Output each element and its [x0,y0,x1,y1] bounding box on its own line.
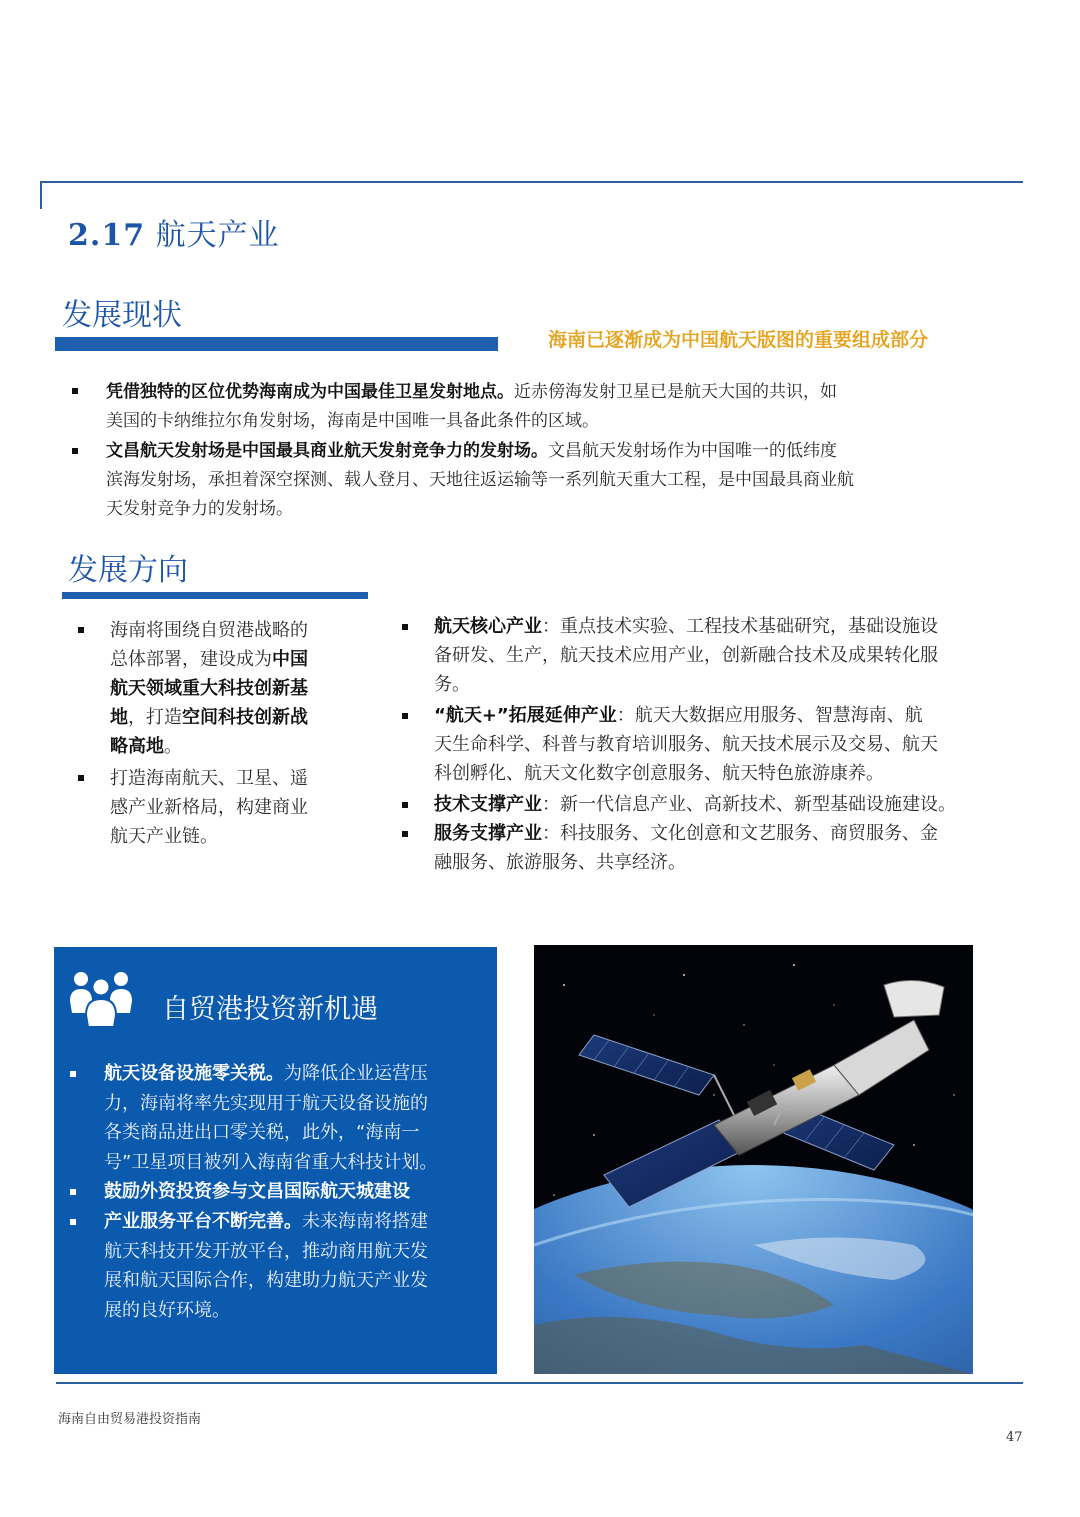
bold-lead: 文昌航天发射场是中国最具商业航天发射竞争力的发射场。 [106,441,548,461]
text: 打造海南航天、卫星、遥 [110,768,308,789]
satellite-photo [534,945,973,1374]
direction-left-bullet-1 [110,616,360,761]
text: 海南将围绕自贸港战略的 [110,620,308,641]
direction-left-bullet-2 [110,764,360,851]
footer-text: 海南自由贸易港投资指南 [58,1412,202,1427]
bold-lead: “航天+”拓展延伸产业 [434,705,617,726]
opportunity-box [54,947,497,1374]
text: 总体部署，建设成为 [110,649,272,670]
text: ：航天大数据应用服务、智慧海南、航 [616,705,923,726]
top-rule [40,181,1023,183]
bold-lead: 凭借独特的区位优势海南成为中国最佳卫星发射地点。 [106,382,514,402]
section-title-text: 航天产业 [155,218,280,253]
opportunity-title: 自贸港投资新机遇 [162,994,378,1025]
direction-heading-bar [62,592,368,599]
text: 文昌航天发射场作为中国唯一的低纬度 [548,441,837,461]
bullet-square [402,831,408,837]
bullet-square [402,713,408,719]
bullet-square [78,627,84,633]
bold-text: 空间科技创新战 [182,707,308,728]
status-bullet-1 [106,378,1021,436]
bullet-square [72,388,78,394]
bullet-square [78,775,84,781]
text: 美国的卡纳维拉尔角发射场，海南是中国唯一具备此条件的区域。 [106,411,599,431]
text: 力，海南将率先实现用于航天设备设施的 [104,1092,428,1114]
bullet-square [70,1219,76,1225]
bullet-square [70,1071,76,1077]
text: 务。 [434,674,470,695]
direction-right-bullet-3 [434,790,1034,819]
text: 未来海南将搭建 [302,1211,428,1232]
bold-lead: 鼓励外资投资参与文昌国际航天城建设 [104,1181,410,1202]
bullet-square [72,448,78,454]
text: 科创孵化、航天文化数字创意服务、航天特色旅游康养。 [434,763,884,784]
text: 展的良好环境。 [104,1299,230,1321]
text: 为降低企业运营压 [284,1063,428,1084]
text: 航天产业链。 [110,826,218,847]
bold-lead: 航天设备设施零关税。 [104,1063,284,1084]
status-heading: 发展现状 [62,298,182,333]
text: 号”卫星项目被列入海南省重大科技计划。 [104,1151,438,1173]
text: 展和航天国际合作，构建助力航天产业发 [104,1270,428,1291]
bold-lead: 航天核心产业 [434,616,542,637]
text: 融服务、旅游服务、共享经济。 [434,852,686,873]
opportunity-bullet-1 [104,1059,484,1177]
text: 。 [164,736,182,757]
bold-text: 航天领域重大科技创新基 [110,678,308,699]
bold-text: 略高地 [110,736,164,757]
text: ：科技服务、文化创意和文艺服务、商贸服务、金 [542,823,938,844]
text: 天生命科学、科普与教育培训服务、航天技术展示及交易、航天 [434,734,938,755]
bullet-square [402,802,408,808]
text: ：重点技术实验、工程技术基础研究，基础设施设 [542,616,938,637]
text: 各类商品进出口零关税，此外，“海南一 [104,1122,420,1143]
bold-text: 中国 [272,649,308,670]
status-bullet-2 [106,437,1021,524]
opportunity-bullet-3 [104,1207,484,1325]
section-number: 2.17 [68,218,146,253]
status-heading-bar [55,337,498,351]
bold-lead: 技术支撑产业 [434,794,542,815]
text: 近赤傍海发射卫星已是航天大国的共识，如 [514,382,837,402]
text: 感产业新格局，构建商业 [110,797,308,818]
section-title [68,210,280,254]
direction-right-bullet-4 [434,819,1024,877]
bold-text: 地 [110,707,128,728]
people-group-icon [68,967,134,1029]
status-tagline: 海南已逐渐成为中国航天版图的重要组成部分 [548,329,929,351]
direction-heading: 发展方向 [68,553,188,588]
bottom-rule [56,1382,1023,1384]
satellite-image [534,945,973,1374]
bold-lead: 产业服务平台不断完善。 [104,1211,302,1232]
text: ，打造 [128,707,182,728]
text: ：新一代信息产业、高新技术、新型基础设施建设。 [542,794,956,815]
text: 滨海发射场，承担着深空探测、载人登月、天地往返运输等一系列航天重大工程，是中国最具商业航 [106,470,854,490]
text: 备研发、生产，航天技术应用产业，创新融合技术及成果转化服 [434,645,938,666]
page-number: 47 [1006,1430,1023,1445]
bold-lead: 服务支撑产业 [434,823,542,844]
top-rule-tick [40,181,42,209]
text: 天发射竞争力的发射场。 [106,499,293,519]
opportunity-bullet-2 [104,1177,484,1207]
text: 航天科技开发开放平台，推动商用航天发 [104,1240,428,1262]
bullet-square [402,624,408,630]
direction-right-bullet-1 [434,612,1024,699]
direction-right-bullet-2 [434,701,1024,788]
bullet-square [70,1189,76,1195]
